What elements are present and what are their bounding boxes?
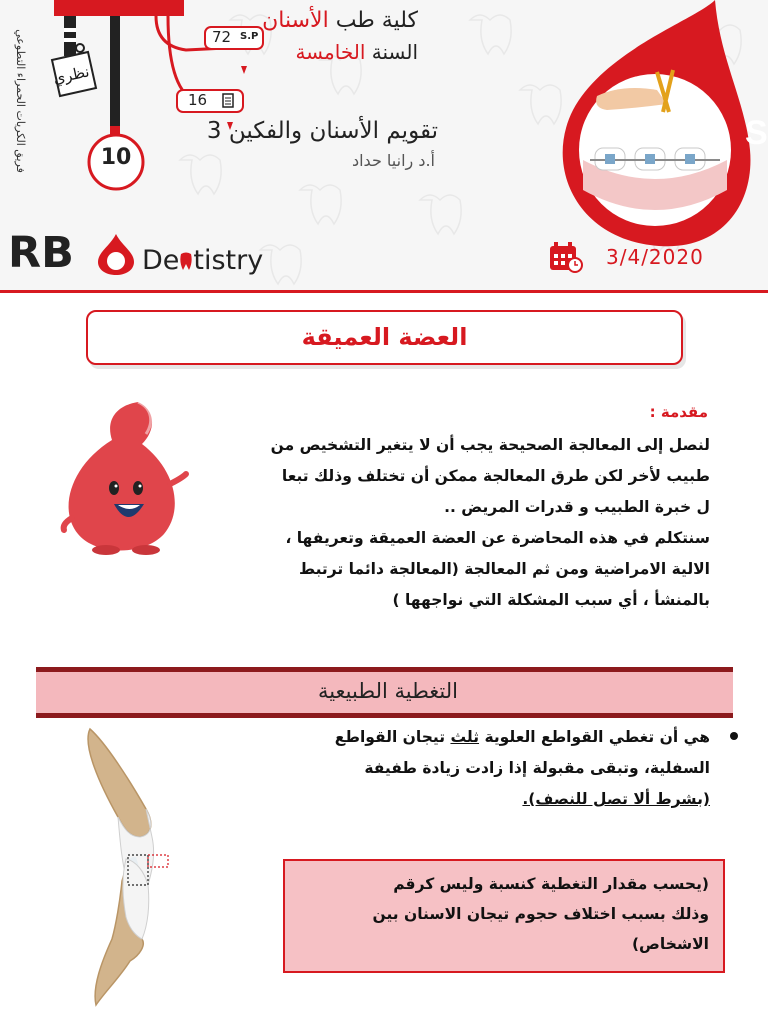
header-divider (0, 290, 768, 293)
logo-word-end: tistry (193, 245, 264, 276)
title-box (86, 310, 683, 365)
intro-paragraph (225, 430, 710, 616)
team-credit-vertical: فريق الكريات الحمراء التطوعي (14, 29, 27, 173)
logo-letters: RB (8, 228, 74, 278)
lecture-number: 10 (100, 145, 132, 170)
lecture-date: 3/4/2020 (606, 245, 704, 269)
sp-pages-tag (204, 26, 264, 50)
incisors-overlap-illustration (70, 725, 180, 1010)
bullet-line1-start: هي أن تغطي القواطع العلوية (484, 728, 710, 746)
year-prefix: السنة (371, 40, 418, 64)
intro-line: ل خبرة الطبيب و قدرات المريض .. (444, 498, 710, 516)
blood-drop-mascot (56, 400, 196, 560)
year-title (295, 40, 418, 64)
bullet-line: (بشرط ألا تصل للنصف). (522, 790, 710, 808)
tooth-icon (179, 248, 193, 268)
logo-drop-icon (96, 232, 136, 276)
note-line: الاشخاص) (631, 935, 709, 953)
college-accent: الأسنان (262, 8, 329, 33)
section-heading-bar (36, 667, 733, 718)
bullet-line1-underlined: ثلث (450, 728, 480, 746)
college-prefix: كلية طب (335, 8, 418, 33)
calendar-icon (548, 240, 584, 274)
intro-line: سنتكلم في هذه المحاضرة عن العضة العميقة وتعريفها ، (285, 529, 710, 547)
note-line: وذلك بسبب اختلاف حجوم تيجان الاسنان بين (372, 905, 709, 923)
note-text (299, 869, 709, 959)
bullet-line (190, 722, 710, 753)
sp-pages-count: 72 (212, 28, 232, 46)
lecture-type-label: نظري (51, 62, 91, 88)
note-box (283, 859, 725, 973)
bullet-line1-end: تيجان القواطع (334, 728, 446, 746)
professor-name: أ.د رانيا حداد (351, 151, 435, 170)
bullet-line: السفلية، وتبقى مقبولة إذا زادت زيادة طفيفة (364, 759, 710, 777)
pages-count: 16 (188, 91, 208, 109)
intro-line: بالمنشأ ، أي سبب المشكلة التي نواجهها ) (392, 591, 710, 609)
intro-line: لنصل إلى المعالجة الصحيحة يجب أن لا يتغير التشخيص من (270, 436, 710, 454)
logo-word-start: De (142, 245, 180, 276)
note-line: (يحسب مقدار التغطية كنسبة وليس كرقم (393, 875, 709, 893)
intro-line: الالية الامراضية ومن ثم المعالجة (المعالجة دائما ترتبط (299, 560, 710, 578)
header (0, 0, 768, 292)
blood-drop-braces-illustration (545, 0, 768, 265)
subject-title: تقويم الأسنان والفكين 3 (206, 118, 438, 144)
page-title: العضة العميقة (301, 323, 468, 351)
document-icon (222, 93, 234, 108)
logo-wordmark (142, 245, 263, 276)
section-title: التغطية الطبيعية (317, 679, 458, 703)
bullet-paragraph (190, 722, 710, 815)
college-title (262, 8, 418, 33)
year-accent: الخامسة (295, 40, 366, 64)
sp-label: S.P (240, 31, 259, 42)
bullet-icon (730, 732, 738, 740)
intro-line: طبيب لأخر لكن طرق المعالجة ممكن أن تختلف وذلك تبعا (281, 467, 710, 485)
pages-tag (176, 89, 244, 113)
intro-label: مقدمة : (649, 403, 708, 421)
drop-letter: S (745, 114, 768, 152)
